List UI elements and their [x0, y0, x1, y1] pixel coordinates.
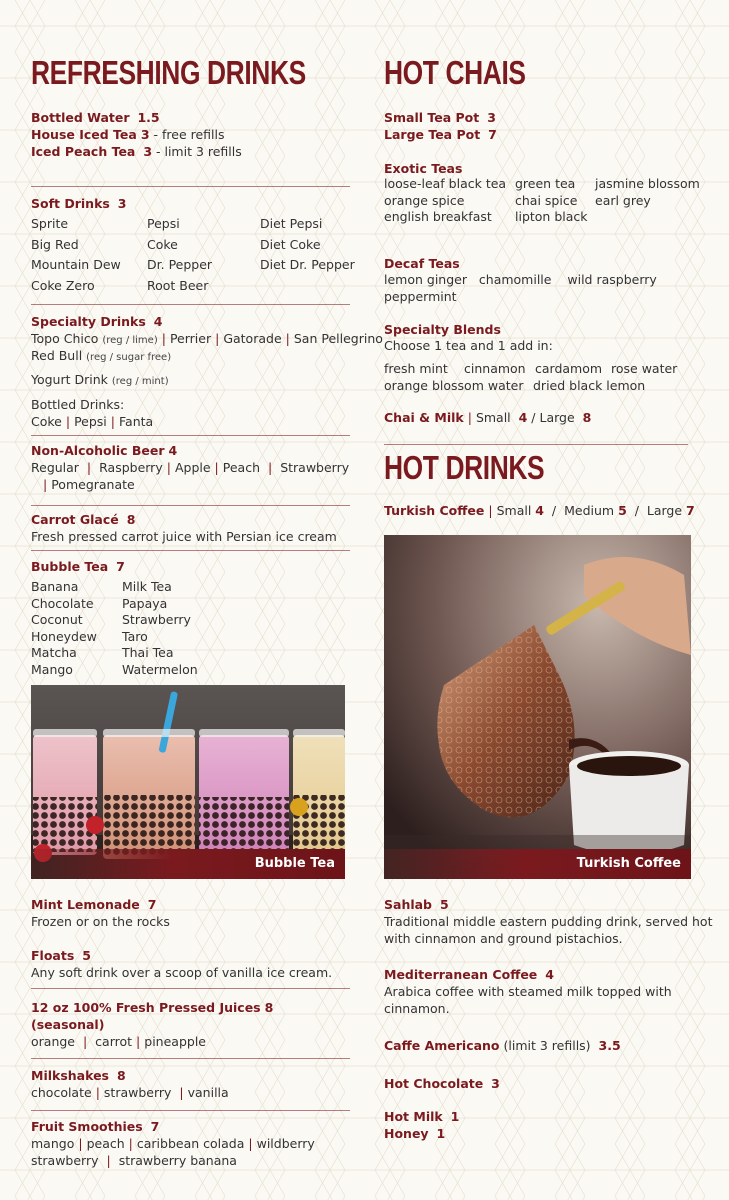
honey-item: Honey 1 [384, 1126, 446, 1141]
bubble-tea-photo [31, 685, 345, 879]
soft-drinks-list: Sprite Pepsi Diet Pepsi Big Red Coke Diet Coke Mountain Dew Dr. Pepper Diet Dr. Pepper Coke Zero Root Beer [31, 216, 355, 293]
chai-milk-item: Chai & Milk | Small 4 / Large 8 [384, 410, 592, 425]
bottled-label: Bottled Drinks: [31, 397, 125, 412]
divider [31, 304, 350, 305]
divider [31, 1110, 350, 1111]
turkish-coffee-item: Turkish Coffee | Small 4 / Medium 5 / Large 7 [384, 503, 695, 518]
beer-heading: Non-Alcoholic Beer 4 [31, 443, 178, 458]
decaf-list-1: lemon ginger chamomille wild raspberry [384, 272, 657, 287]
section-title-refreshing: REFRESHING DRINKS [31, 54, 306, 91]
blends-heading: Specialty Blends [384, 322, 501, 337]
exotic-heading: Exotic Teas [384, 161, 463, 176]
carrot-desc: Fresh pressed carrot juice with Persian ice cream [31, 529, 337, 544]
mint-heading: Mint Lemonade 7 [31, 897, 157, 912]
bubble-flavors: Banana Chocolate Coconut Honeydew Matcha Mango Milk Tea Papaya Strawberry Taro Thai Tea Watermelon [31, 579, 198, 677]
divider [31, 505, 350, 506]
menu-item: Bottled Water 1.5 [31, 110, 160, 125]
divider [384, 444, 688, 445]
juices-list: orange | carrot | pineapple [31, 1034, 206, 1049]
divider [31, 435, 350, 436]
hot-milk-item: Hot Milk 1 [384, 1109, 460, 1124]
juices-heading: 12 oz 100% Fresh Pressed Juices 8 [31, 1000, 274, 1015]
bubble-heading: Bubble Tea 7 [31, 559, 125, 574]
carrot-heading: Carrot Glacé 8 [31, 512, 136, 527]
decaf-heading: Decaf Teas [384, 256, 460, 271]
turkish-coffee-photo [384, 535, 691, 879]
divider [31, 550, 350, 551]
bubble-tea-caption: Bubble Tea [31, 849, 345, 879]
blends-list: fresh mint cinnamon cardamom rose water orange blossom water dried black lemon [384, 361, 678, 393]
shakes-heading: Milkshakes 8 [31, 1068, 126, 1083]
menu-item: House Iced Tea 3 - free refills [31, 127, 225, 142]
sahlab-desc: Traditional middle eastern pudding drink, served hot with cinnamon and ground pistachios. [384, 914, 713, 946]
specialty-line-1: Topo Chico (reg / lime) | Perrier | Gatorade | San Pellegrino [31, 331, 383, 346]
smoothies-list-2: strawberry | strawberry banana [31, 1153, 237, 1168]
specialty-drinks-heading: Specialty Drinks 4 [31, 314, 163, 329]
mediterranean-desc: Arabica coffee with steamed milk topped with cinnamon. [384, 984, 672, 1016]
divider [31, 1058, 350, 1059]
specialty-line-2: Red Bull (reg / sugar free) [31, 348, 172, 363]
soft-drinks-heading: Soft Drinks 3 [31, 196, 127, 211]
americano-item: Caffe Americano (limit 3 refills) 3.5 [384, 1038, 621, 1053]
juices-seasonal: (seasonal) [31, 1017, 105, 1032]
divider [31, 186, 350, 187]
floats-heading: Floats 5 [31, 948, 91, 963]
shakes-list: chocolate | strawberry | vanilla [31, 1085, 229, 1100]
floats-desc: Any soft drink over a scoop of vanilla ice cream. [31, 965, 333, 980]
smoothies-list-1: mango | peach | caribbean colada | wildberry [31, 1136, 315, 1151]
beer-list-2: | Pomegranate [43, 477, 135, 492]
decaf-list-2: peppermint [384, 289, 457, 304]
turkish-coffee-caption: Turkish Coffee [384, 849, 691, 879]
divider [31, 988, 350, 989]
menu-item: Large Tea Pot 7 [384, 127, 497, 142]
exotic-list: loose-leaf black tea green tea jasmine blossom orange spice chai spice earl grey english breakfast lipton black [384, 176, 700, 224]
mediterranean-heading: Mediterranean Coffee 4 [384, 967, 554, 982]
menu-item: Small Tea Pot 3 [384, 110, 496, 125]
specialty-line-3: Yogurt Drink (reg / mint) [31, 372, 169, 387]
section-title-hot-drinks: HOT DRINKS [384, 449, 545, 486]
blends-desc: Choose 1 tea and 1 add in: [384, 338, 553, 353]
beer-list: Regular | Raspberry | Apple | Peach | Strawberry [31, 460, 350, 475]
menu-item: Iced Peach Tea 3 - limit 3 refills [31, 144, 242, 159]
bottled-list: Coke | Pepsi | Fanta [31, 414, 154, 429]
smoothies-heading: Fruit Smoothies 7 [31, 1119, 160, 1134]
mint-desc: Frozen or on the rocks [31, 914, 170, 929]
hot-chocolate-item: Hot Chocolate 3 [384, 1076, 500, 1091]
sahlab-heading: Sahlab 5 [384, 897, 449, 912]
section-title-hot-chais: HOT CHAIS [384, 54, 526, 91]
